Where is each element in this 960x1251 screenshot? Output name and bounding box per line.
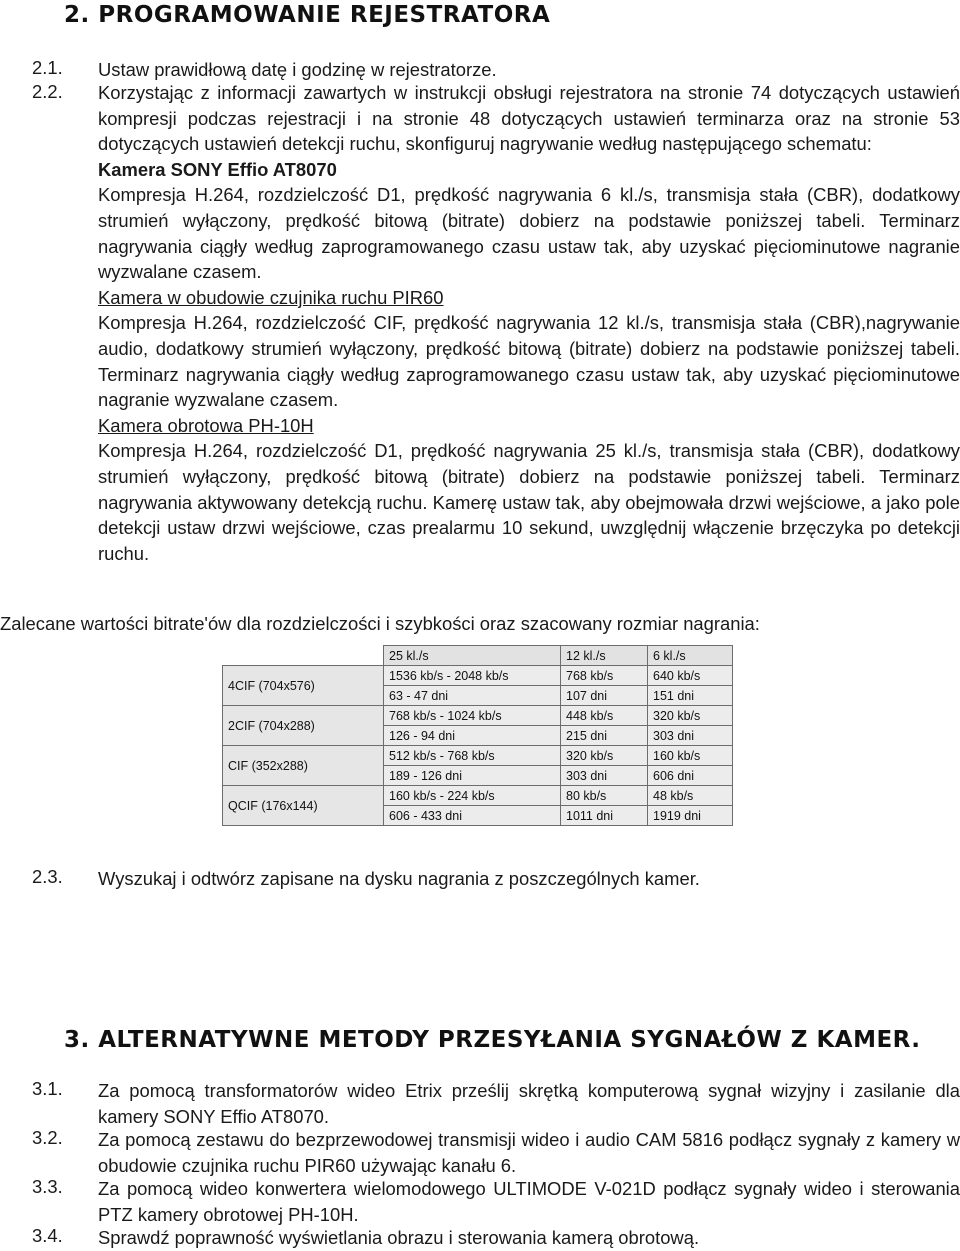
- table-cell: 80 kb/s: [561, 786, 648, 806]
- table-cell: 107 dni: [561, 686, 648, 706]
- table-cell: 768 kb/s: [561, 666, 648, 686]
- table-cell: 1011 dni: [561, 806, 648, 826]
- table-cell: 640 kb/s: [648, 666, 733, 686]
- item-text: Korzystając z informacji zawartych w instrukcji obsługi rejestratora na stronie 74 dotyczących ustawień kompresji podczas rejestracji i na stronie 48 dotyczących ustawień terminarza oraz na stronie 53 dotyczących ustawień detekcji ruchu, skonfiguruj nagrywanie według następującego schematu:: [98, 82, 960, 155]
- table-row: [223, 706, 733, 726]
- section-3-heading-text: 3. ALTERNATYWNE METODY PRZESYŁANIA SYGNAŁÓW Z KAMER.: [64, 1027, 921, 1053]
- item-body: [98, 80, 960, 566]
- item-text: Ustaw prawidłową datę i godzinę w rejestratorze.: [98, 59, 497, 80]
- camera-title-ph10h: Kamera obrotowa PH-10H: [98, 414, 314, 436]
- table-row: [223, 746, 733, 766]
- table-cell: 303 dni: [648, 726, 733, 746]
- table-header-cell: 6 kl./s: [648, 646, 733, 666]
- item-text: Za pomocą zestawu do bezprzewodowej transmisji wideo i audio CAM 5816 podłącz sygnały z kamery w obudowie czujnika ruchu PIR60 używając kanału 6.: [98, 1129, 960, 1176]
- list-item-3-2: [32, 1127, 960, 1178]
- item-number: 3.2.: [32, 1127, 63, 1148]
- item-text: Wyszukaj i odtwórz zapisane na dysku nagrania z poszczególnych kamer.: [98, 868, 700, 889]
- table-cell: 189 - 126 dni: [384, 766, 561, 786]
- table-cell: 1536 kb/s - 2048 kb/s: [384, 666, 561, 686]
- item-number: 2.2.: [32, 81, 63, 102]
- table-cell: 1919 dni: [648, 806, 733, 826]
- list-item-3-4: [32, 1225, 960, 1251]
- section-2-heading-text: 2. PROGRAMOWANIE REJESTRATORA: [64, 2, 551, 28]
- resolution-cell: 2CIF (704x288): [223, 706, 384, 746]
- section-3-heading: [64, 1027, 921, 1053]
- item-number: 3.1.: [32, 1078, 63, 1099]
- table-cell: 303 dni: [561, 766, 648, 786]
- table-row: [223, 666, 733, 686]
- table-header-row: [223, 646, 733, 666]
- table-cell: 320 kb/s: [561, 746, 648, 766]
- table-cell: 215 dni: [561, 726, 648, 746]
- item-number: 2.1.: [32, 57, 63, 78]
- table-cell: 768 kb/s - 1024 kb/s: [384, 706, 561, 726]
- list-item-2-1: [32, 57, 960, 83]
- camera-text-sony: Kompresja H.264, rozdzielczość D1, prędkość nagrywania 6 kl./s, transmisja stała (CBR), dodatkowy strumień wyłączony, prędkość bitową (bitrate) dobierz na podstawie poniższej tabeli. Terminarz nagrywania ciągły według zaprogramowanego czasu ustaw tak, aby uzyskać pięciominutowe nagranie wyzwalane czasem.: [98, 184, 960, 283]
- table-header-cell: 25 kl./s: [384, 646, 561, 666]
- item-number: 3.3.: [32, 1176, 63, 1197]
- table-cell: 48 kb/s: [648, 786, 733, 806]
- table-cell: 151 dni: [648, 686, 733, 706]
- camera-title-sony: Kamera SONY Effio AT8070: [98, 158, 337, 180]
- table-cell: 160 kb/s: [648, 746, 733, 766]
- table-cell: 126 - 94 dni: [384, 726, 561, 746]
- section-2-heading: [64, 2, 550, 28]
- camera-title-pir60: Kamera w obudowie czujnika ruchu PIR60: [98, 286, 444, 308]
- item-number: 2.3.: [32, 866, 63, 887]
- table-cell: 160 kb/s - 224 kb/s: [384, 786, 561, 806]
- table-cell: 512 kb/s - 768 kb/s: [384, 746, 561, 766]
- item-text: Za pomocą wideo konwertera wielomodowego ULTIMODE V-021D podłącz sygnały wideo i sterowania PTZ kamery obrotowej PH-10H.: [98, 1178, 960, 1225]
- table-row: [223, 786, 733, 806]
- resolution-cell: 4CIF (704x576): [223, 666, 384, 706]
- list-item-2-2: [32, 80, 960, 566]
- camera-text-pir60: Kompresja H.264, rozdzielczość CIF, prędkość nagrywania 12 kl./s, transmisja stała (CBR),nagrywanie audio, dodatkowy strumień wyłączony, prędkość bitową (bitrate) dobierz na podstawie poniższej tabeli. Terminarz nagrywania ciągły według zaprogramowanego czasu ustaw tak, aby uzyskać pięciominutowe nagranie wyzwalane czasem.: [98, 312, 960, 411]
- list-item-3-3: [32, 1176, 960, 1227]
- item-number: 3.4.: [32, 1225, 63, 1246]
- bitrate-table: [222, 645, 733, 826]
- list-item-3-1: [32, 1078, 960, 1129]
- item-text: Sprawdź poprawność wyświetlania obrazu i sterowania kamerą obrotową.: [98, 1227, 700, 1248]
- table-cell: 320 kb/s: [648, 706, 733, 726]
- table-corner: [223, 646, 384, 666]
- list-item-2-3: [32, 866, 960, 892]
- item-text: Za pomocą transformatorów wideo Etrix prześlij skrętką komputerową sygnał wizyjny i zasilanie dla kamery SONY Effio AT8070.: [98, 1080, 960, 1127]
- table-cell: 606 - 433 dni: [384, 806, 561, 826]
- table-intro: Zalecane wartości bitrate'ów dla rozdzielczości i szybkości oraz szacowany rozmiar nagrania:: [0, 613, 760, 634]
- camera-text-ph10h: Kompresja H.264, rozdzielczość D1, prędkość nagrywania 25 kl./s, transmisja stała (CBR), dodatkowy strumień wyłączony, prędkość bitową (bitrate) dobierz na podstawie poniższej tabeli. Terminarz nagrywania aktywowany detekcją ruchu. Kamerę ustaw tak, aby obejmowała drzwi wejściowe, a jako pole detekcji ustaw drzwi wejściowe, czas prealarmu 10 sekund, uwzględnij włączenie brzęczyka po detekcji ruchu.: [98, 440, 960, 564]
- table-cell: 606 dni: [648, 766, 733, 786]
- table-cell: 63 - 47 dni: [384, 686, 561, 706]
- resolution-cell: QCIF (176x144): [223, 786, 384, 826]
- table-header-cell: 12 kl./s: [561, 646, 648, 666]
- table-cell: 448 kb/s: [561, 706, 648, 726]
- resolution-cell: CIF (352x288): [223, 746, 384, 786]
